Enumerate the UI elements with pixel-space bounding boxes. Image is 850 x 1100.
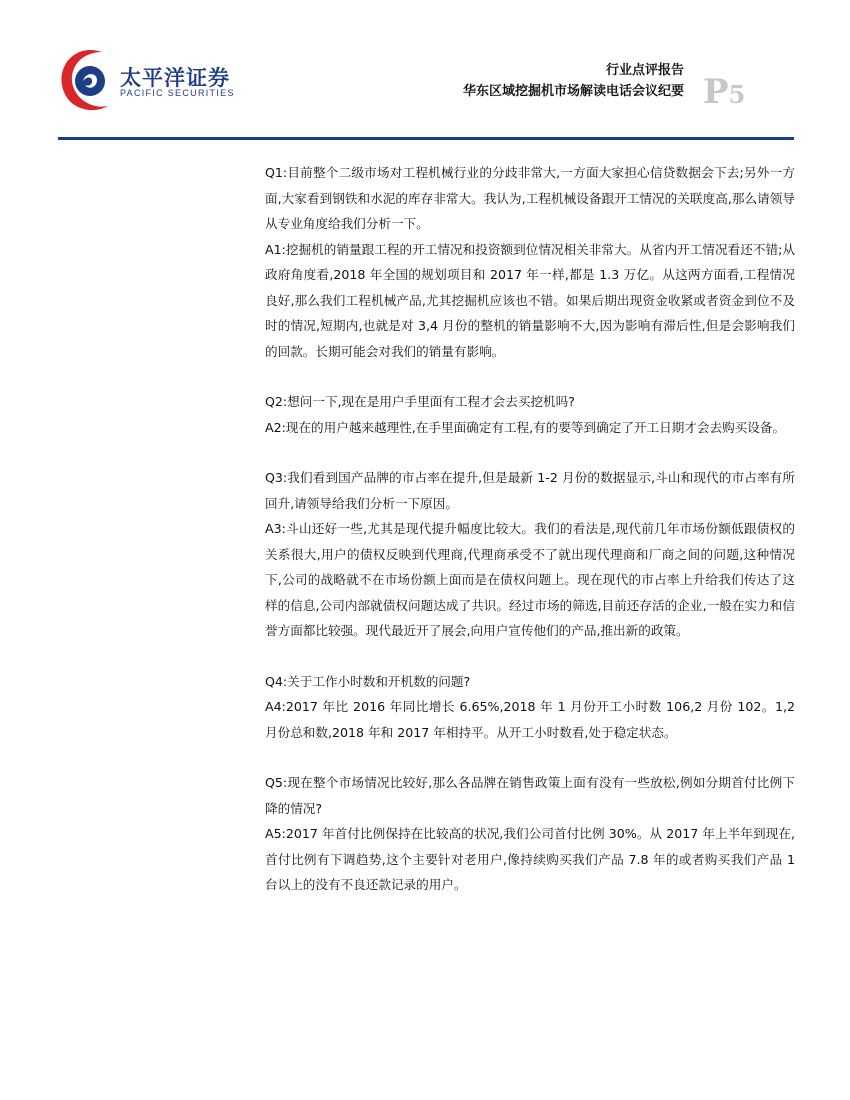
question-2: Q2:想问一下,现在是用户手里面有工程才会去买挖机吗? [265,394,575,409]
answer-4: A4:2017 年比 2016 年同比增长 6.65%,2018 年 1 月份开工小时数 106,2 月份 102。1,2 月份总和数,2018 年和 2017 年相持平。从开工小时数看,处于稳定状态。 [265,699,795,740]
question-3: Q3:我们看到国产品牌的市占率在提升,但是最新 1-2 月份的数据显示,斗山和现代的市占率有所回升,请领导给我们分析一下原因。 [265,470,795,511]
answer-2: A2:现在的用户越来越理性,在手里面确定有工程,有的要等到确定了开工日期才会去购买设备。 [265,419,786,435]
meeting-minutes-body [265,160,795,898]
page-header [0,0,850,140]
logo-mark-icon [58,44,118,114]
page-digit: 5 [728,80,746,109]
page-number [703,72,745,112]
report-type: 行业点评报告 [605,63,684,78]
page-letter: P [703,72,729,112]
company-logo [58,44,235,114]
question-4: Q4:关于工作小时数和开机数的问题? [265,673,471,689]
question-5: Q5:现在整个市场情况比较好,那么各品牌在销售政策上面有没有一些放松,例如分期首付比例下降的情况? [265,775,795,816]
logo-english-name: PACIFIC SECURITIES [120,88,235,98]
answer-1: A1:挖掘机的销量跟工程的开工情况和投资额到位情况相关非常大。从省内开工情况看还不错;从政府角度看,2018 年全国的规划项目和 2017 年一样,都是 1.3 万亿。从这两方面看,工程情况良好,那么我们工程机械产品,尤其挖掘机应该也不错。如果后期出现资金收紧或者资金到位不及时的情况,短期内,也就是对 3,4 月份的整机的销量影响不大,因为影响有滞后性,但是会影响我们的回款。长期可能会对我们的销量有影响。 [265,241,795,359]
header-divider [58,137,794,140]
report-title: 华东区域挖掘机市场解读电话会议纪要 [462,84,684,99]
logo-chinese-name: 太平洋证券 [120,66,230,90]
answer-3: A3:斗山还好一些,尤其是现代提升幅度比较大。我们的看法是,现代前几年市场份额低跟债权的关系很大,用户的债权反映到代理商,代理商承受不了就出现代理商和厂商之间的问题,这种情况下,公司的战略就不在市场份额上面而是在债权问题上。现在现代的市占率上升给我们传达了这样的信息,公司内部就债权问题达成了共识。经过市场的筛选,目前还存活的企业,一般在实力和信誉方面都比较强。现代最近开了展会,向用户宣传他们的产品,推出新的政策。 [265,521,795,638]
question-1: Q1:目前整个二级市场对工程机械行业的分歧非常大,一方面大家担心信贷数据会下去;另外一方面,大家看到钢铁和水泥的库存非常大。我认为,工程机械设备跟开工情况的关联度高,那么请领导从专业角度给我们分析一下。 [265,165,795,231]
answer-5: A5:2017 年首付比例保持在比较高的状况,我们公司首付比例 30%。从 2017 年上半年到现在,首付比例有下调趋势,这个主要针对老用户,像持续购买我们产品 7.8 年的或者购买我们产品 1 台以上的没有不良还款记录的用户。 [265,826,795,892]
